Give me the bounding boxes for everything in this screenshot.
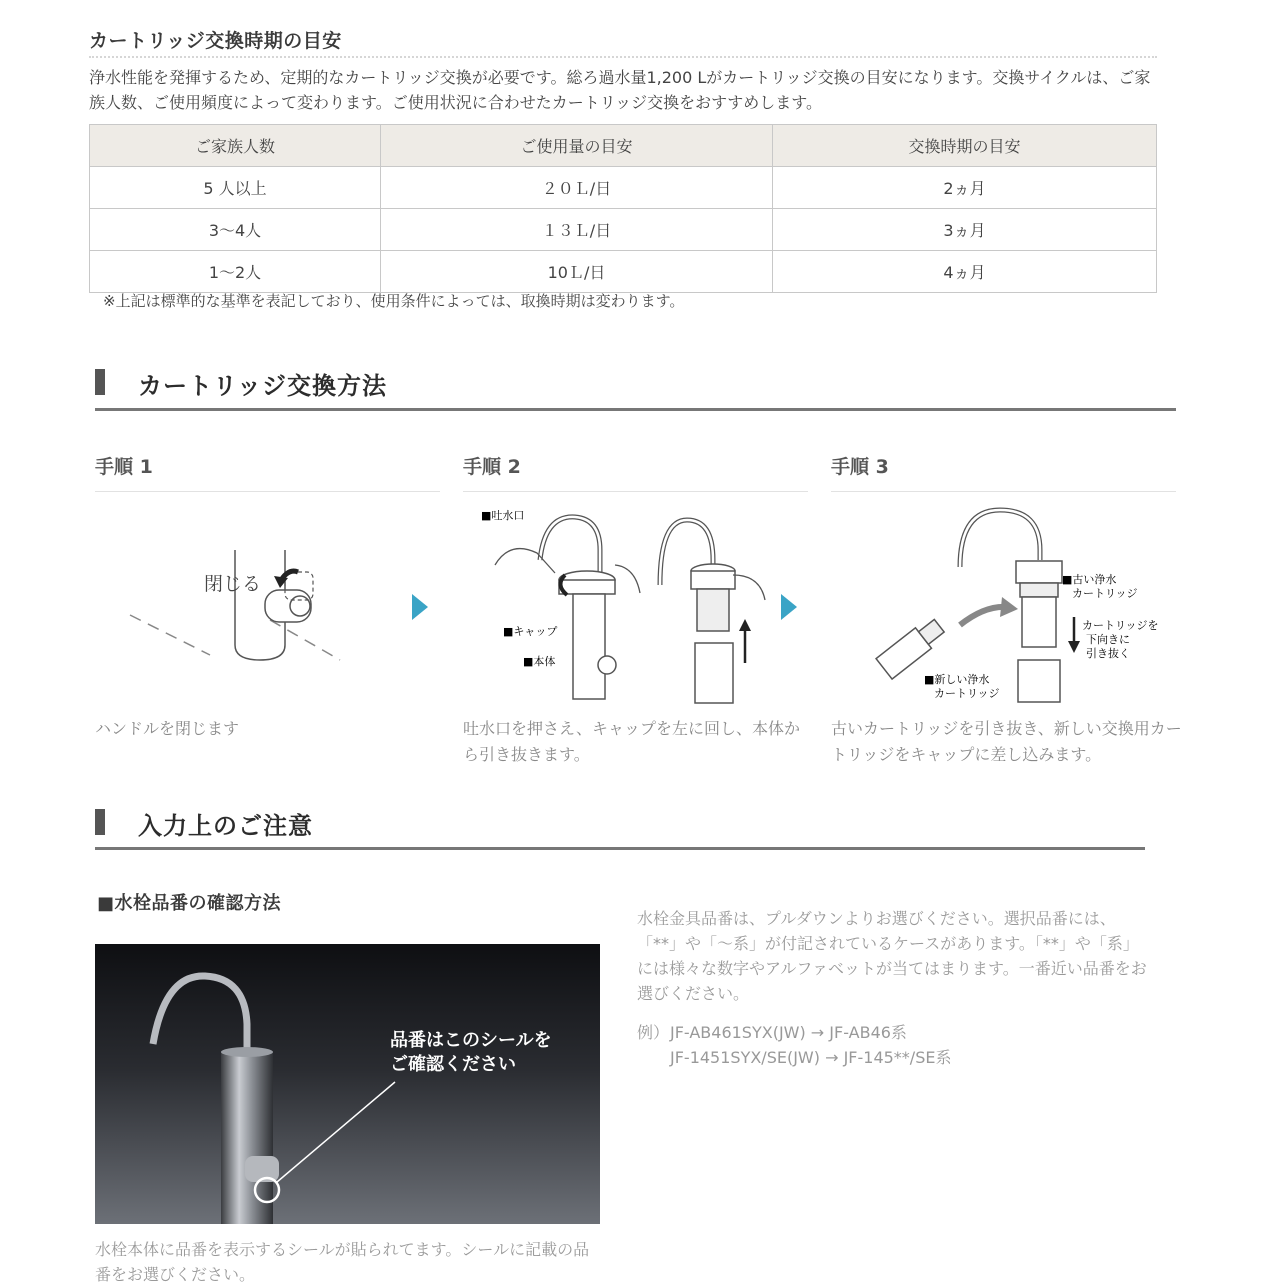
step-1-title: 手順 1 (95, 456, 153, 478)
step-3-label-pull-2: 下向きに (1086, 633, 1130, 646)
step-3-label-pull-1: カートリッジを (1082, 619, 1159, 632)
table-header-family: ご家族人数 (90, 125, 381, 167)
step-3-illustration (860, 505, 1160, 705)
faucet-photo (95, 944, 600, 1224)
input-notes-title: 入力上のご注意 (138, 812, 313, 840)
photo-caption: 水栓本体に品番を表示するシールが貼られてます。シールに記載の品番をお選びください。 (95, 1240, 590, 1284)
input-notes-rule (95, 847, 1145, 850)
step-3-label-old-2: カートリッジ (1072, 587, 1138, 600)
faucet-id-description: 水栓金具品番は、プルダウンよりお選びください。選択品番には、「**」や「～系」が付記されているケースがあります。「**」や「系」には様々な数字やアルファベットが当てはまります。一番近い品番をお選びください。 (637, 909, 1147, 1003)
photo-label-line-1: 品番はこのシールを (390, 1030, 552, 1051)
faucet-photo-drawing (95, 944, 600, 1224)
table-cell: 3ヵ月 (773, 209, 1157, 251)
step-1-caption: ハンドルを閉じます (95, 719, 240, 738)
step-1-divider (95, 491, 440, 492)
step-2-label-spout: ■吐水口 (481, 509, 525, 522)
step-3-label-new-2: カートリッジ (934, 687, 1000, 700)
method-title: カートリッジ交換方法 (138, 372, 388, 400)
step-2-label-body: ■本体 (523, 655, 556, 668)
table-row (90, 209, 1157, 251)
table-cell: １３Ｌ/日 (381, 209, 773, 251)
cycle-intro: 浄水性能を発揮するため、定期的なカートリッジ交換が必要です。総ろ過水量1,200 Lがカートリッジ交換の目安になります。交換サイクルは、ご家族人数、ご使用頻度によって変わります。ご使用状況に合わせたカートリッジ交換をおすすめします。 (89, 68, 1151, 112)
example-prefix: 例） (637, 1023, 670, 1042)
photo-label-line-2: ご確認ください (390, 1054, 516, 1075)
table-cell: 10Ｌ/日 (381, 251, 773, 293)
table-cell: 1～2人 (90, 251, 381, 293)
faucet-id-subtitle: ■水栓品番の確認方法 (97, 893, 282, 914)
table-header-usage: ご使用量の目安 (381, 125, 773, 167)
cycle-table (89, 124, 1157, 293)
table-cell: 5 人以上 (90, 167, 381, 209)
method-title-rule (95, 408, 1176, 411)
table-cell: 4ヵ月 (773, 251, 1157, 293)
step-arrow-icon (412, 594, 428, 620)
cycle-note: ※上記は標準的な基準を表記しており、使用条件によっては、取換時期は変わります。 (103, 292, 685, 310)
step-3-title: 手順 3 (831, 456, 889, 478)
step-2-label-cap: ■キャップ (503, 625, 558, 638)
table-row (90, 251, 1157, 293)
cycle-title-divider (89, 56, 1157, 58)
step-3-label-new-1: ■新しい浄水 (924, 673, 990, 686)
step-3-label-old-1: ■古い浄水 (1062, 573, 1117, 586)
table-header-row (90, 125, 1157, 167)
step-2-illustration (475, 505, 775, 705)
step-3-label-pull-3: 引き抜く (1086, 647, 1130, 660)
example-line-1: JF-AB461SYX(JW) → JF-AB46系 (670, 1023, 907, 1042)
table-row (90, 167, 1157, 209)
step-3-divider (831, 491, 1176, 492)
step-2-title: 手順 2 (463, 456, 521, 478)
step-1-label-close: 閉じる (204, 573, 262, 595)
cycle-title: カートリッジ交換時期の目安 (89, 30, 342, 52)
section-marker (95, 369, 105, 395)
table-cell: 3～4人 (90, 209, 381, 251)
table-cell: 2ヵ月 (773, 167, 1157, 209)
step-3-caption: 古いカートリッジを引き抜き、新しい交換用カートリッジをキャップに差し込みます。 (831, 719, 1182, 764)
example-line-2: JF-1451SYX/SE(JW) → JF-145**/SE系 (670, 1048, 952, 1067)
step-2-divider (463, 491, 808, 492)
section-marker (95, 809, 105, 835)
table-cell: ２０Ｌ/日 (381, 167, 773, 209)
table-header-interval: 交換時期の目安 (773, 125, 1157, 167)
step-2-caption: 吐水口を押さえ、キャップを左に回し、本体から引き抜きます。 (463, 719, 800, 764)
step-1-illustration (120, 520, 350, 700)
step-arrow-icon (781, 594, 797, 620)
